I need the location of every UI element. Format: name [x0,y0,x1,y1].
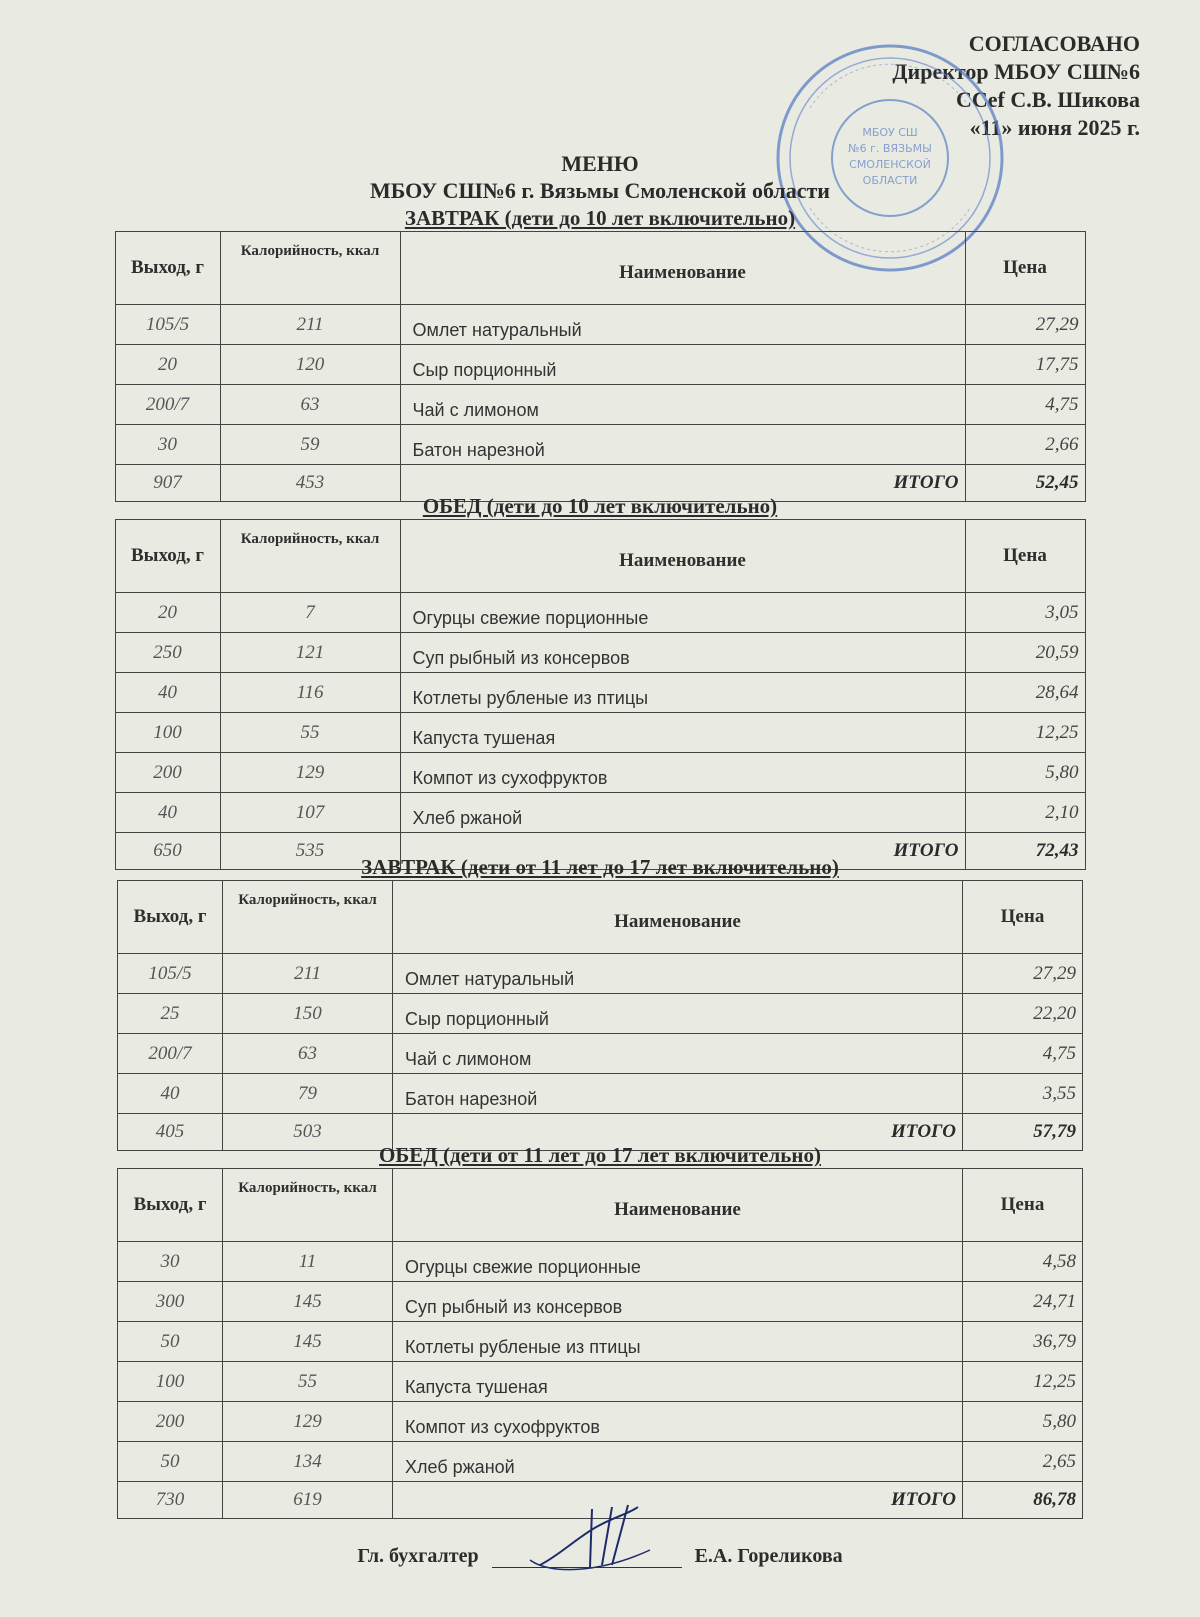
table-header-row [118,881,1083,954]
yield-header: Выход, г [118,1169,223,1242]
table-row [115,305,1085,345]
table-row [115,793,1085,833]
dish-name-cell: Суп рыбный из консервов [393,1282,963,1322]
dish-name-cell: Котлеты рубленые из птицы [393,1322,963,1362]
table-row [118,1242,1083,1282]
table-row [115,425,1085,465]
total-yield-cell: 907 [115,465,220,502]
name-header: Наименование [400,232,965,305]
dish-name-cell: Огурцы свежие порционные [393,1242,963,1282]
price-cell: 12,25 [965,713,1085,753]
table-row [118,1402,1083,1442]
calories-cell: 120 [220,345,400,385]
price-cell: 4,75 [965,385,1085,425]
table-row [115,593,1085,633]
table-header-row [118,1169,1083,1242]
menu-table [117,1168,1083,1519]
yield-cell: 100 [118,1362,223,1402]
calories-header: Калорийность, ккал [223,1169,393,1242]
menu-table [117,880,1083,1151]
yield-cell: 100 [115,713,220,753]
director-name: С.В. Шикова [1010,87,1140,112]
calories-cell: 129 [223,1402,393,1442]
menu-section [0,1143,1200,1519]
yield-cell: 50 [118,1442,223,1482]
price-cell: 24,71 [963,1282,1083,1322]
total-yield-cell: 730 [118,1482,223,1519]
yield-header: Выход, г [115,520,220,593]
approval-heading: СОГЛАСОВАНО [968,31,1140,56]
price-cell: 5,80 [963,1402,1083,1442]
seal-line-4: ОБЛАСТИ [862,174,918,187]
price-cell: 27,29 [963,954,1083,994]
calories-cell: 121 [220,633,400,673]
table-row [118,1034,1083,1074]
table-row [115,345,1085,385]
price-cell: 28,64 [965,673,1085,713]
price-cell: 12,25 [963,1362,1083,1402]
calories-cell: 55 [220,713,400,753]
dish-name-cell: Суп рыбный из консервов [400,633,965,673]
price-cell: 5,80 [965,753,1085,793]
total-calories-cell: 453 [220,465,400,502]
yield-cell: 105/5 [118,954,223,994]
footer [0,1545,1200,1568]
dish-name-cell: Огурцы свежие порционные [400,593,965,633]
price-cell: 22,20 [963,994,1083,1034]
total-yield-cell: 650 [115,833,220,870]
dish-name-cell: Хлеб ржаной [400,793,965,833]
table-row [118,1322,1083,1362]
calories-header: Калорийность, ккал [220,520,400,593]
calories-cell: 116 [220,673,400,713]
yield-header: Выход, г [118,881,223,954]
yield-cell: 40 [115,673,220,713]
dish-name-cell: Батон нарезной [400,425,965,465]
price-cell: 36,79 [963,1322,1083,1362]
price-header: Цена [965,520,1085,593]
director-signature: ССef [956,87,1005,112]
document-header [0,150,1200,204]
yield-cell: 200 [115,753,220,793]
price-cell: 20,59 [965,633,1085,673]
calories-cell: 63 [223,1034,393,1074]
yield-cell: 30 [118,1242,223,1282]
calories-cell: 11 [223,1242,393,1282]
total-price-cell: 72,43 [965,833,1085,870]
menu-table [115,519,1086,870]
dish-name-cell: Сыр порционный [393,994,963,1034]
name-header: Наименование [393,1169,963,1242]
document-subtitle: МБОУ СШ№6 г. Вязьмы Смоленской области [369,178,830,203]
calories-cell: 55 [223,1362,393,1402]
yield-cell: 300 [118,1282,223,1322]
price-cell: 27,29 [965,305,1085,345]
calories-cell: 79 [223,1074,393,1114]
yield-cell: 40 [118,1074,223,1114]
name-header: Наименование [400,520,965,593]
table-row [118,954,1083,994]
accountant-name: Е.А. Гореликова [694,1545,843,1567]
calories-cell: 145 [223,1322,393,1362]
total-price-cell: 52,45 [965,465,1085,502]
dish-name-cell: Котлеты рубленые из птицы [400,673,965,713]
section-title: ОБЕД (дети до 10 лет включительно) [422,494,778,518]
price-cell: 3,55 [963,1074,1083,1114]
table-header-row [115,232,1085,305]
price-cell: 17,75 [965,345,1085,385]
section-title: ЗАВТРАК (дети от 11 лет до 17 лет включительно) [361,855,839,879]
price-cell: 4,75 [963,1034,1083,1074]
menu-table [115,231,1086,502]
dish-name-cell: Чай с лимоном [400,385,965,425]
total-label-cell: ИТОГО [393,1114,963,1151]
approval-position: Директор МБОУ СШ№6 [892,59,1140,84]
price-cell: 2,65 [963,1442,1083,1482]
approval-date: «11» июня 2025 г. [969,115,1140,140]
menu-section [0,855,1200,1151]
dish-name-cell: Чай с лимоном [393,1034,963,1074]
calories-cell: 59 [220,425,400,465]
calories-cell: 7 [220,593,400,633]
seal-line-2: №6 г. ВЯЗЬМЫ [848,142,932,155]
table-row [115,385,1085,425]
calories-cell: 211 [220,305,400,345]
table-row [118,1282,1083,1322]
price-cell: 3,05 [965,593,1085,633]
menu-section [0,206,1200,502]
name-header: Наименование [393,881,963,954]
accountant-role: Гл. бухгалтер [357,1545,479,1567]
document-title: МЕНЮ [561,151,639,176]
calories-header: Калорийность, ккал [220,232,400,305]
yield-header: Выход, г [115,232,220,305]
calories-cell: 107 [220,793,400,833]
seal-line-1: МБОУ СШ [862,126,918,139]
price-header: Цена [965,232,1085,305]
calories-cell: 211 [223,954,393,994]
table-row [115,673,1085,713]
price-cell: 4,58 [963,1242,1083,1282]
yield-cell: 200/7 [118,1034,223,1074]
dish-name-cell: Капуста тушеная [393,1362,963,1402]
total-price-cell: 57,79 [963,1114,1083,1151]
dish-name-cell: Сыр порционный [400,345,965,385]
yield-cell: 20 [115,593,220,633]
total-yield-cell: 405 [118,1114,223,1151]
table-row [118,1362,1083,1402]
yield-cell: 50 [118,1322,223,1362]
total-label-cell: ИТОГО [393,1482,963,1519]
table-row [115,753,1085,793]
calories-cell: 150 [223,994,393,1034]
total-calories-cell: 503 [223,1114,393,1151]
table-row [115,713,1085,753]
dish-name-cell: Батон нарезной [393,1074,963,1114]
yield-cell: 200/7 [115,385,220,425]
table-row [118,1442,1083,1482]
price-cell: 2,66 [965,425,1085,465]
calories-cell: 134 [223,1442,393,1482]
calories-cell: 63 [220,385,400,425]
yield-cell: 40 [115,793,220,833]
calories-cell: 145 [223,1282,393,1322]
total-label-cell: ИТОГО [400,833,965,870]
seal-line-3: СМОЛЕНСКОЙ [849,158,931,171]
dish-name-cell: Компот из сухофруктов [400,753,965,793]
signature-line [492,1547,682,1568]
calories-cell: 129 [220,753,400,793]
total-price-cell: 86,78 [963,1482,1083,1519]
dish-name-cell: Компот из сухофруктов [393,1402,963,1442]
yield-cell: 250 [115,633,220,673]
yield-cell: 20 [115,345,220,385]
price-cell: 2,10 [965,793,1085,833]
section-title: ОБЕД (дети от 11 лет до 17 лет включительно) [379,1143,821,1167]
yield-cell: 200 [118,1402,223,1442]
table-row [118,1074,1083,1114]
total-label-cell: ИТОГО [400,465,965,502]
table-row [115,633,1085,673]
table-header-row [115,520,1085,593]
table-row [118,994,1083,1034]
dish-name-cell: Омлет натуральный [393,954,963,994]
yield-cell: 25 [118,994,223,1034]
total-calories-cell: 535 [220,833,400,870]
price-header: Цена [963,1169,1083,1242]
dish-name-cell: Хлеб ржаной [393,1442,963,1482]
calories-header: Калорийность, ккал [223,881,393,954]
dish-name-cell: Капуста тушеная [400,713,965,753]
yield-cell: 105/5 [115,305,220,345]
total-calories-cell: 619 [223,1482,393,1519]
menu-section [0,494,1200,870]
dish-name-cell: Омлет натуральный [400,305,965,345]
yield-cell: 30 [115,425,220,465]
section-title: ЗАВТРАК (дети до 10 лет включительно) [404,206,796,230]
price-header: Цена [963,881,1083,954]
